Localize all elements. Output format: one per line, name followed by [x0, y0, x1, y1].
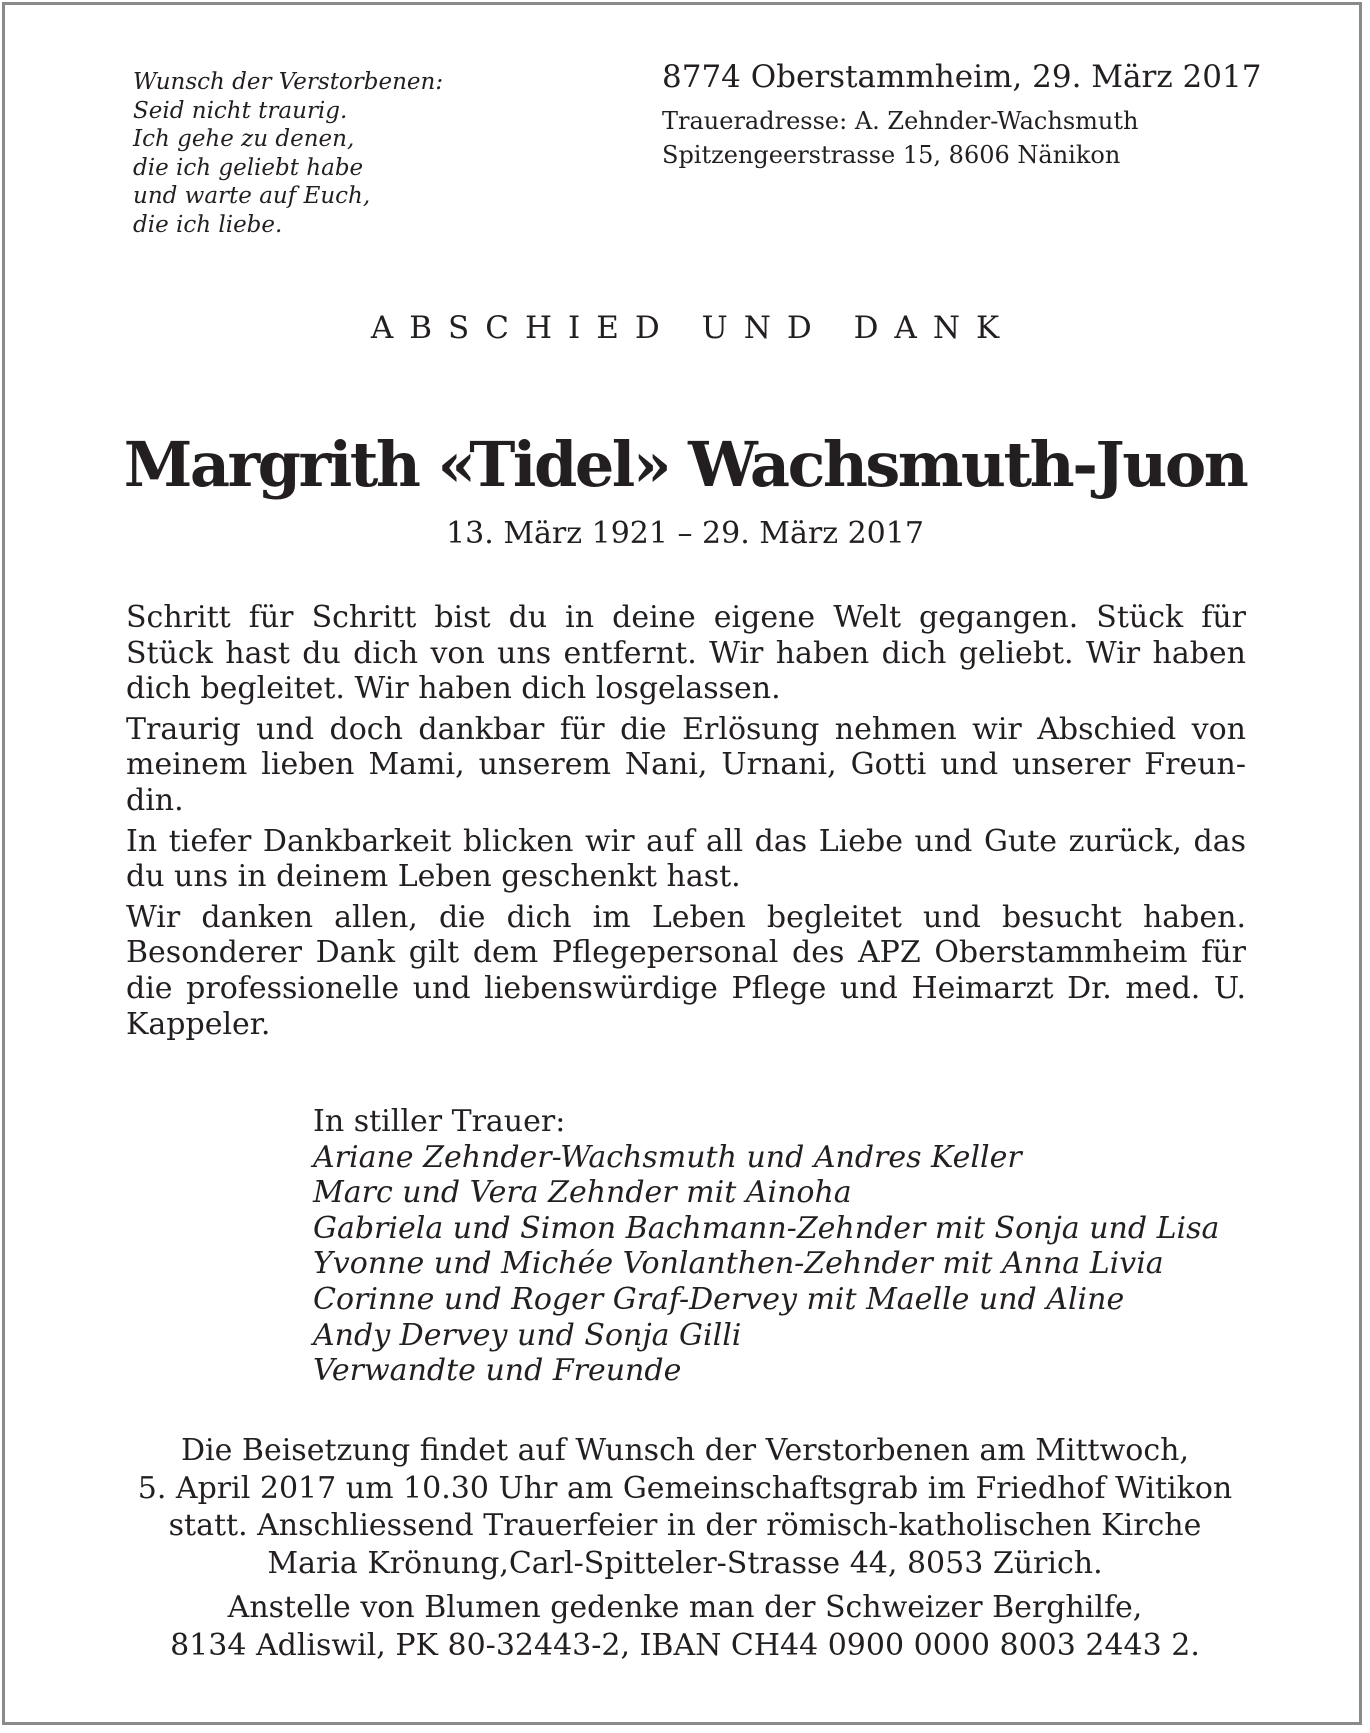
body-paragraph: Wir danken allen, die dich im Leben begleitet und besucht haben. Besonderer Dank gilt dem Pflegepersonal des APZ Oberstammheim für die professionelle und liebenswürdige Pflege und Heimarzt Dr. med. U. Kappeler.	[126, 899, 1246, 1042]
wish-line: Wunsch der Verstorbenen:	[133, 69, 444, 95]
body-paragraph: Traurig und doch dankbar für die Erlösung nehmen wir Abschied von meinem lieben Mami, unserem Nani, Urnani, Gotti und unserer Freundin.	[126, 711, 1246, 818]
funeral-line: 5. April 2017 um 10.30 Uhr am Gemeinschaftsgrab im Friedhof Witikon	[137, 1470, 1233, 1506]
mourner-name: Yvonne und Michée Vonlanthen-Zehnder mit Anna Livia	[313, 1246, 1164, 1282]
address-line: Traueradresse: A. Zehnder-Wachsmuth	[662, 107, 1139, 135]
mourners-block	[313, 1104, 1219, 1389]
wish-line: die ich geliebt habe	[133, 154, 364, 181]
wish-line: Seid nicht traurig.	[133, 97, 348, 124]
mourning-address	[662, 104, 1138, 172]
deceased-name: Margrith «Tidel» Wachsmuth-Juon	[123, 428, 1247, 501]
body-paragraph: Schritt für Schritt bist du in deine eigene Welt gegangen. Stück für Stück hast du dich von uns entfernt. Wir haben dich geliebt. Wir haben dich begleitet. Wir haben dich losgelassen.	[126, 600, 1246, 707]
funeral-info	[120, 1432, 1250, 1582]
donation-info	[120, 1589, 1250, 1664]
donation-line: 8134 Adliswil, PK 80-32443-2, IBAN CH44 0900 0000 8003 2443 2.	[170, 1627, 1200, 1663]
mourner-name: Andy Dervey und Sonja Gilli	[313, 1317, 742, 1353]
mourners-label: In stiller Trauer:	[313, 1104, 566, 1139]
funeral-line: Maria Krönung,Carl-Spitteler-Strasse 44, 8053 Zürich.	[267, 1545, 1103, 1581]
mourners-list	[313, 1140, 1219, 1389]
mourner-name: Gabriela und Simon Bachmann-Zehnder mit Sonja und Lisa	[313, 1210, 1220, 1246]
mourner-name: Ariane Zehnder-Wachsmuth und Andres Keller	[313, 1139, 1022, 1175]
place-date: 8774 Oberstammheim, 29. März 2017	[662, 59, 1262, 95]
wish-quote	[133, 68, 443, 239]
funeral-line: statt. Anschliessend Trauerfeier in der römisch-katholischen Kirche	[168, 1508, 1202, 1543]
body-paragraph: In tiefer Dankbarkeit blicken wir auf all das Liebe und Gute zurück, das du uns in deinem Leben geschenkt hast.	[126, 823, 1246, 895]
funeral-line: Die Beisetzung findet auf Wunsch der Verstorbenen am Mittwoch,	[180, 1433, 1190, 1468]
notice-heading: ABSCHIED UND DANK	[370, 310, 1016, 346]
life-dates: 13. März 1921 – 29. März 2017	[446, 516, 924, 551]
mourner-name: Corinne und Roger Graf-Dervey mit Maelle und Aline	[313, 1281, 1125, 1317]
wish-line: Ich gehe zu denen,	[133, 126, 355, 152]
wish-line: und warte auf Euch,	[133, 183, 371, 209]
mourner-name: Verwandte und Freunde	[313, 1353, 682, 1389]
mourner-name: Marc und Vera Zehnder mit Ainoha	[313, 1175, 852, 1211]
donation-line: Anstelle von Blumen gedenke man der Schweizer Berghilfe,	[227, 1590, 1143, 1625]
wish-line: die ich liebe.	[133, 211, 283, 238]
notice-body	[126, 600, 1246, 1047]
address-line: Spitzengeerstrasse 15, 8606 Nänikon	[662, 141, 1121, 169]
